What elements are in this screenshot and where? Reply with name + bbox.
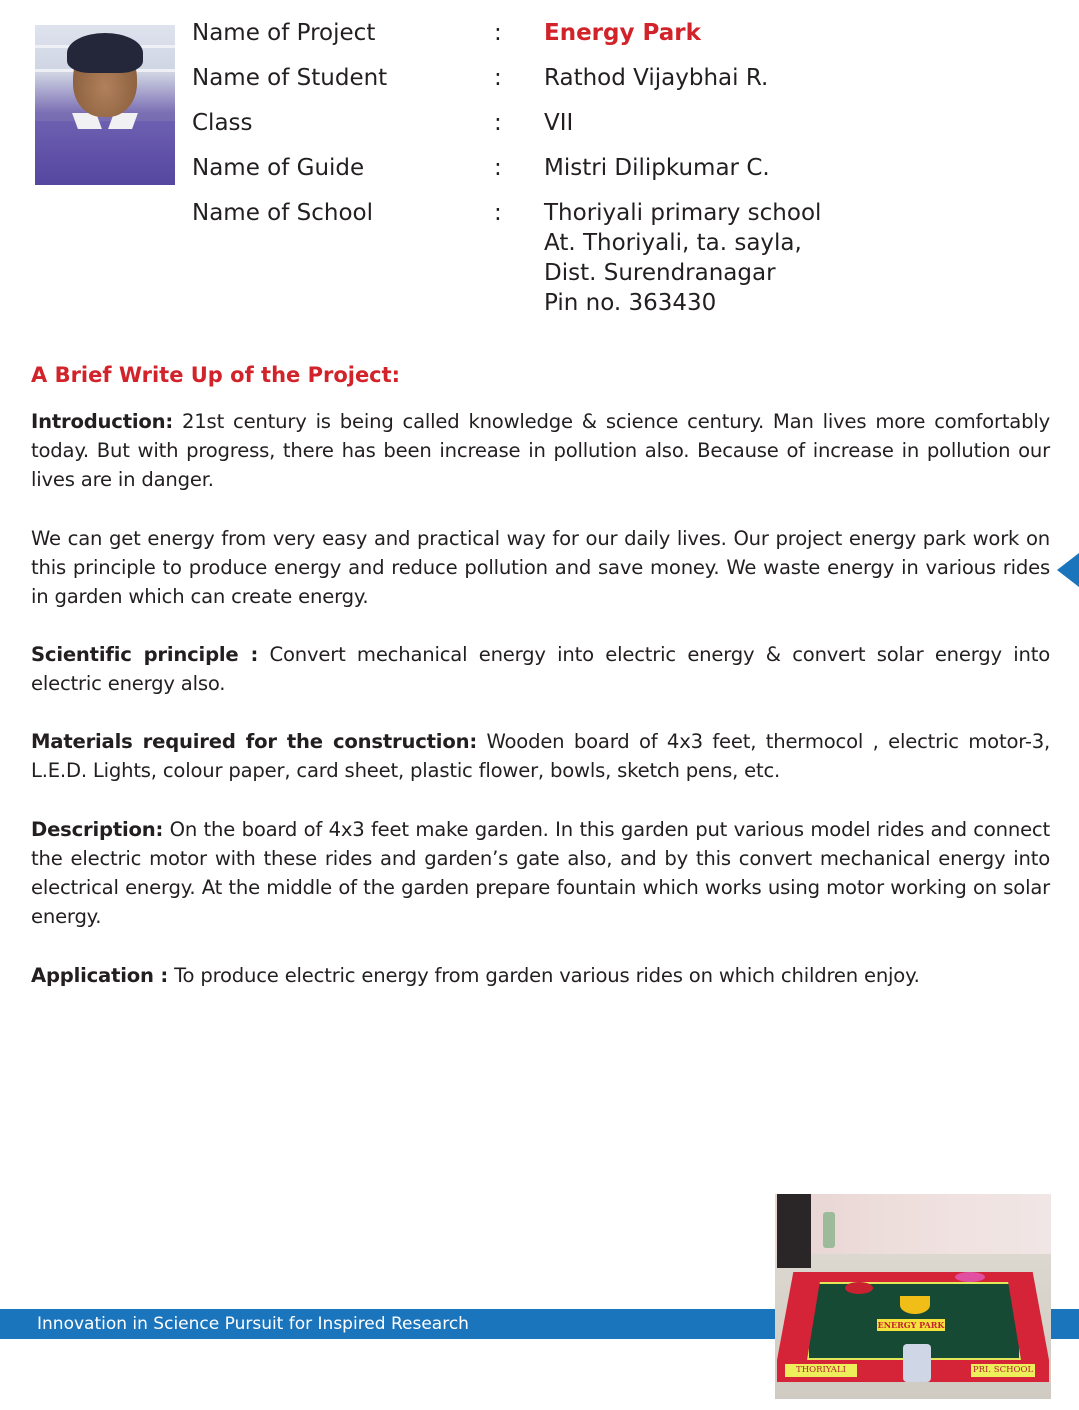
materials-paragraph [31,727,1050,785]
footer-tagline: Innovation in Science Pursuit for Inspired Research [37,1314,469,1334]
description-text: On the board of 4x3 feet make garden. In this garden put various model rides and connect the electric motor with these rides and garden’s gate also, and by this convert mechanical energy into electrical energy. At the middle of the garden prepare fountain which works using motor working on solar energy. [31,818,1050,928]
photo-shirt [35,121,175,185]
model-banner: ENERGY PARK [877,1320,945,1330]
introduction-heading: Introduction: [31,410,174,433]
info-colon: : [494,155,502,181]
info-colon: : [494,65,502,91]
model-ride [955,1272,985,1282]
model-label-right: PRI. SCHOOL [972,1365,1034,1375]
school-address-line: Thoriyali primary school [544,200,822,226]
photo-bottle [823,1212,835,1248]
project-name: Energy Park [544,20,701,46]
model-windmill [903,1344,931,1382]
writeup-title: A Brief Write Up of the Project: [31,363,401,387]
model-ride [845,1282,873,1294]
school-address-line: At. Thoriyali, ta. sayla, [544,230,802,256]
energy-park-text: We can get energy from very easy and practical way for our daily lives. Our project energy park work on this principle to produce energy and reduce pollution and save money. We waste energy in various rides in garden which can create energy. [31,527,1050,608]
info-colon: : [494,110,502,136]
introduction-text: 21st century is being called knowledge & science century. Man lives more comfortably today. But with progress, there has been increase in pollution also. Because of increase in pollution our lives are in danger. [31,410,1050,491]
materials-text: Wooden board of 4x3 feet, thermocol , electric motor-3, L.E.D. Lights, colour paper, card sheet, plastic flower, bowls, sketch pens, etc. [31,730,1050,782]
scientific-principle-text: Convert mechanical energy into electric energy & convert solar energy into electric energy also. [31,643,1050,695]
info-label: Name of Guide [192,155,365,181]
application-text: To produce electric energy from garden various rides on which children enjoy. [168,964,920,987]
scientific-principle-heading: Scientific principle : [31,643,259,666]
info-label: Name of Student [192,65,388,91]
info-colon: : [494,200,502,226]
introduction-paragraph [31,407,1050,494]
class-value: VII [544,110,574,136]
scientific-principle-paragraph [31,640,1050,698]
photo-hair [67,33,143,73]
student-photo [35,25,175,185]
info-label: Name of School [192,200,374,226]
materials-heading: Materials required for the construction: [31,730,477,753]
school-address [544,198,821,318]
info-label: Name of Project [192,20,376,46]
project-model-photo [775,1194,1051,1399]
application-paragraph [31,961,1050,990]
info-colon: : [494,20,502,46]
school-address-line: Dist. Surendranagar [544,260,776,286]
guide-name: Mistri Dilipkumar C. [544,155,770,181]
energy-park-paragraph [31,524,1050,611]
model-fountain [900,1296,930,1314]
model-label-left: THORIYALI [785,1364,857,1377]
left-arrow-icon [1057,553,1079,587]
info-label: Class [192,110,253,136]
description-paragraph [31,815,1050,931]
student-name: Rathod Vijaybhai R. [544,65,769,91]
description-heading: Description: [31,818,164,841]
school-address-line: Pin no. 363430 [544,290,717,316]
application-heading: Application : [31,964,169,987]
photo-chair [777,1194,811,1268]
